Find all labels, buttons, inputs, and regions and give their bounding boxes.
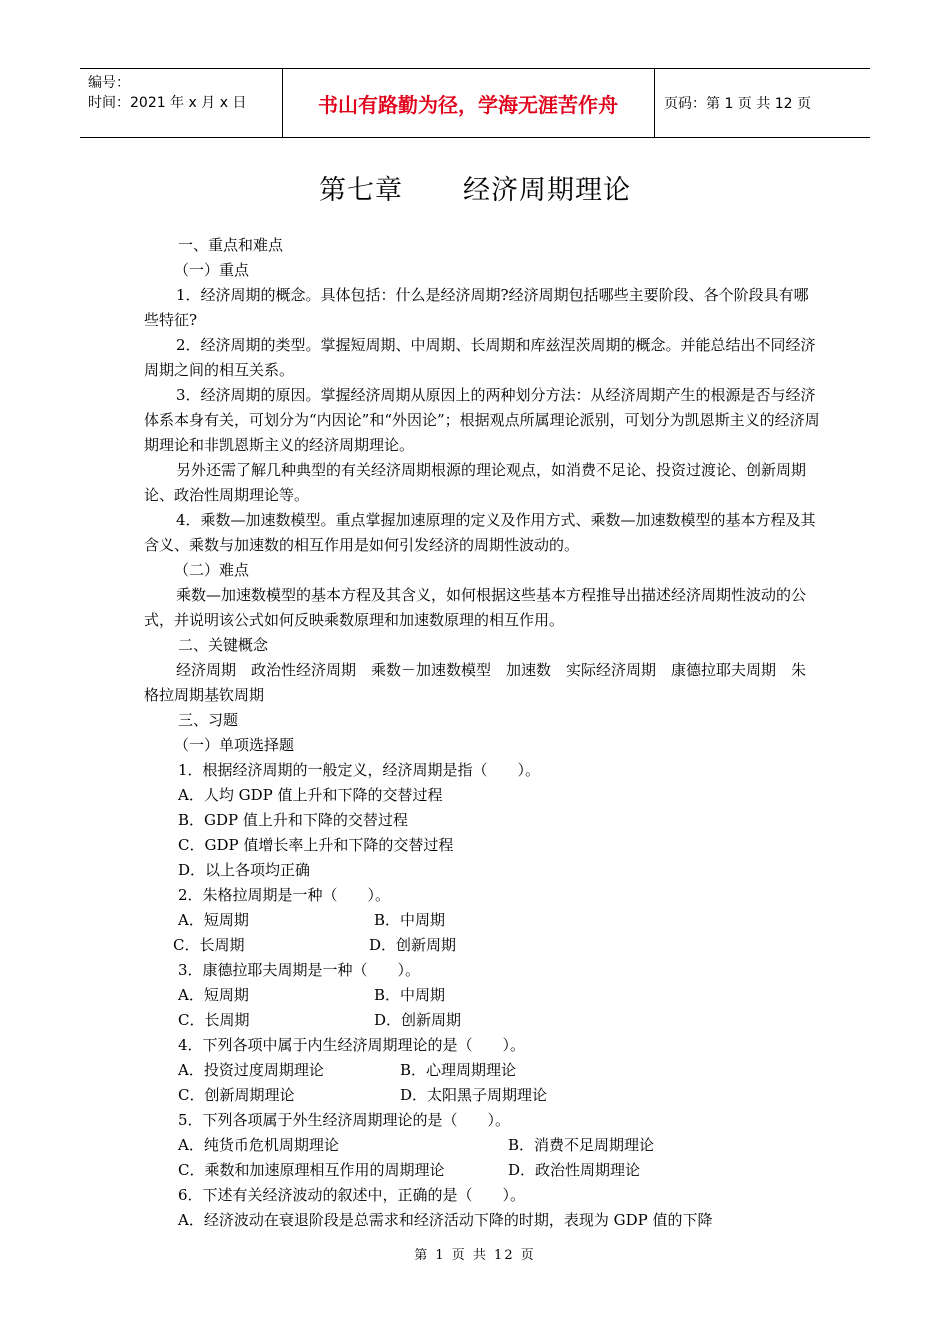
option: C．创新周期理论 bbox=[178, 1086, 295, 1104]
option: B．消费不足周期理论 bbox=[508, 1136, 655, 1154]
document-body bbox=[144, 233, 820, 1233]
option-row bbox=[144, 1058, 820, 1083]
option: B．中周期 bbox=[374, 911, 446, 929]
section-heading: 二、关键概念 bbox=[178, 636, 269, 654]
option: C．乘数和加速原理相互作用的周期理论 bbox=[178, 1161, 445, 1179]
option-row bbox=[144, 1133, 820, 1158]
option: D．以上各项均正确 bbox=[178, 861, 311, 879]
code-label: 编号： bbox=[88, 75, 130, 91]
paragraph: 2．经济周期的类型。掌握短周期、中周期、长周期和库兹涅茨周期的概念。并能总结出不同经济周期之间的相互关系。 bbox=[144, 336, 816, 379]
paragraph: 3．经济周期的原因。掌握经济周期从原因上的两种划分方法：从经济周期产生的根源是否与经济体系本身有关，可划分为“内因论”和“外因论”；根据观点所属理论派别，可划分为凯恩斯主义的经济周期理论和非凯恩斯主义的经济周期理论。 bbox=[144, 386, 820, 454]
option: C．长周期 bbox=[173, 936, 245, 954]
paragraph: 1．经济周期的概念。具体包括：什么是经济周期?经济周期包括哪些主要阶段、各个阶段具有哪些特征? bbox=[144, 286, 809, 329]
option: A．经济波动在衰退阶段是总需求和经济活动下降的时期，表现为 GDP 值的下降 bbox=[178, 1211, 713, 1229]
key-concepts: 经济周期 政治性经济周期 乘数－加速数模型 加速数 实际经济周期 康德拉耶夫周期 朱格拉周期基钦周期 bbox=[144, 661, 807, 704]
page-footer: 第 1 页 共 12 页 bbox=[414, 1248, 536, 1263]
question: 5．下列各项属于外生经济周期理论的是（ ）。 bbox=[178, 1111, 511, 1129]
subsection-heading: （一）单项选择题 bbox=[174, 736, 295, 754]
option: A．短周期 bbox=[178, 986, 249, 1004]
page-title bbox=[0, 168, 950, 207]
option-row bbox=[144, 1083, 820, 1108]
option: C．长周期 bbox=[178, 1011, 250, 1029]
option: D．创新周期 bbox=[369, 936, 457, 954]
option: C．GDP 值增长率上升和下降的交替过程 bbox=[178, 836, 454, 854]
option: A．投资过度周期理论 bbox=[178, 1061, 324, 1079]
header-motto: 书山有路勤为径，学海无涯苦作舟 bbox=[318, 92, 618, 117]
section-heading: 三、习题 bbox=[178, 711, 239, 729]
question: 3．康德拉耶夫周期是一种（ ）。 bbox=[178, 961, 421, 979]
option: A．纯货币危机周期理论 bbox=[178, 1136, 339, 1154]
subsection-heading: （二）难点 bbox=[174, 561, 250, 579]
section-heading: 一、重点和难点 bbox=[178, 236, 284, 254]
option: A．人均 GDP 值上升和下降的交替过程 bbox=[178, 786, 443, 804]
question: 4．下列各项中属于内生经济周期理论的是（ ）。 bbox=[178, 1036, 526, 1054]
option: D．创新周期 bbox=[374, 1011, 462, 1029]
paragraph: 乘数—加速数模型的基本方程及其含义，如何根据这些基本方程推导出描述经济周期性波动的公式，并说明该公式如何反映乘数原理和加速数原理的相互作用。 bbox=[144, 586, 807, 629]
header-divider bbox=[654, 69, 655, 137]
chapter-name: 经济周期理论 bbox=[463, 175, 631, 206]
paragraph: 4．乘数—加速数模型。重点掌握加速原理的定义及作用方式、乘数—加速数模型的基本方程及其含义、乘数与加速数的相互作用是如何引发经济的周期性波动的。 bbox=[144, 511, 816, 554]
option-row bbox=[144, 908, 820, 933]
question: 1．根据经济周期的一般定义，经济周期是指（ ）。 bbox=[178, 761, 541, 779]
question: 2．朱格拉周期是一种（ ）。 bbox=[178, 886, 391, 904]
header-page-info: 页码：第 1 页 共 12 页 bbox=[664, 96, 811, 112]
chapter-number: 第七章 bbox=[319, 175, 403, 206]
option: B．GDP 值上升和下降的交替过程 bbox=[178, 811, 408, 829]
option: D．太阳黑子周期理论 bbox=[400, 1086, 548, 1104]
header-meta bbox=[88, 73, 280, 113]
option-row bbox=[144, 1008, 820, 1033]
paragraph: 另外还需了解几种典型的有关经济周期根源的理论观点，如消费不足论、投资过渡论、创新周期论、政治性周期理论等。 bbox=[144, 461, 807, 504]
option: B．中周期 bbox=[374, 986, 446, 1004]
option-row bbox=[144, 933, 820, 958]
question: 6．下述有关经济波动的叙述中，正确的是（ ）。 bbox=[178, 1186, 526, 1204]
option-row bbox=[144, 983, 820, 1008]
subsection-heading: （一）重点 bbox=[174, 261, 250, 279]
header-table bbox=[80, 68, 870, 138]
time-label: 时间：2021 年 x 月 x 日 bbox=[88, 95, 247, 111]
option: D．政治性周期理论 bbox=[508, 1161, 641, 1179]
option: B．心理周期理论 bbox=[400, 1061, 517, 1079]
option: A．短周期 bbox=[178, 911, 249, 929]
option-row bbox=[144, 1158, 820, 1183]
